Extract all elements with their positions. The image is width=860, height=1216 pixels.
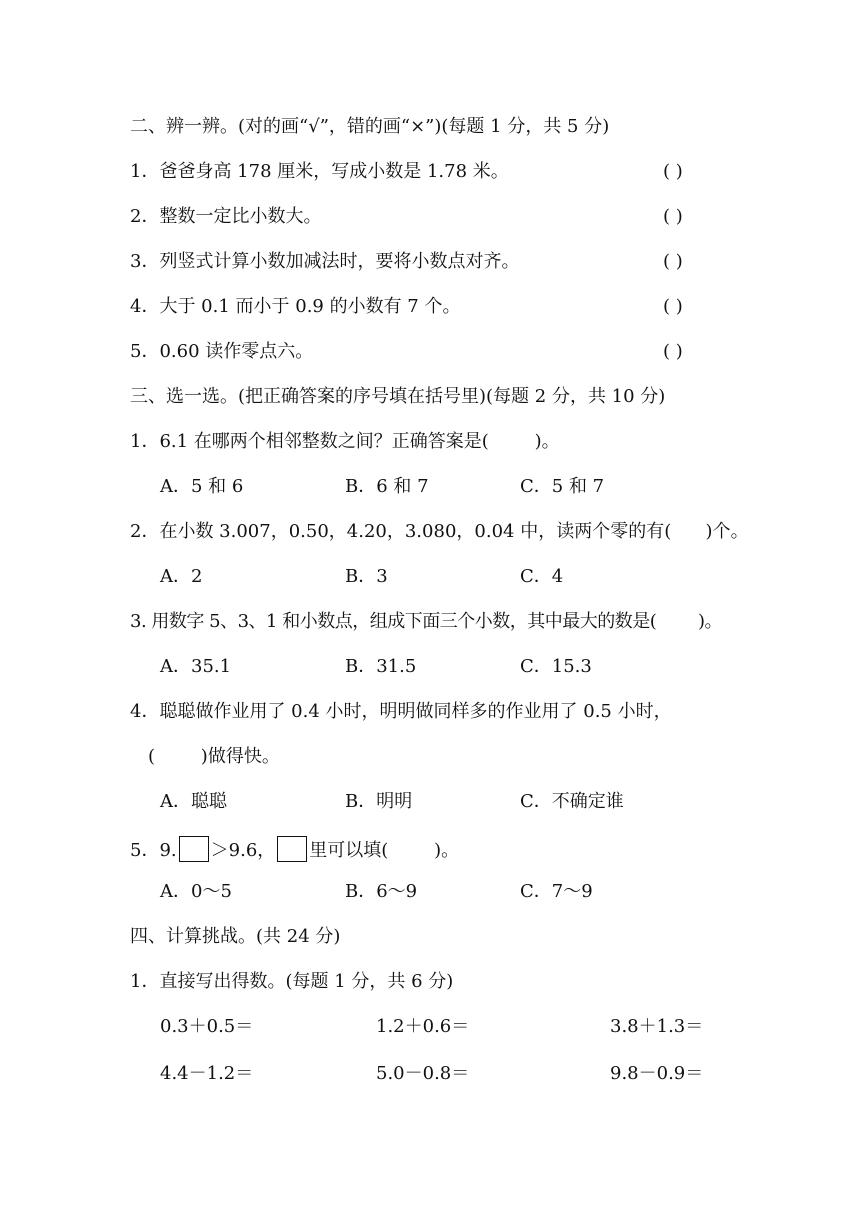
q5-option-a: A．0～5 <box>160 881 232 902</box>
q3-option-c: C．15.3 <box>520 656 592 677</box>
q5-option-c: C．7～9 <box>520 881 593 902</box>
choice-question-4-continued: ( )做得快。 <box>148 746 280 767</box>
q1-option-b: B．6 和 7 <box>345 476 429 497</box>
section-4-title: 四、计算挑战。(共 24 分) <box>130 926 341 947</box>
choice-question-5 <box>130 836 459 863</box>
q3-option-a: A．35.1 <box>160 656 232 677</box>
q2-option-b: B．3 <box>345 566 388 587</box>
judge-item-4: 4．大于 0.1 而小于 0.9 的小数有 7 个。 <box>130 296 461 317</box>
calc-item: 1.2＋0.6＝ <box>376 1016 470 1037</box>
choice-question-3: 3. 用数字 5、3、1 和小数点，组成下面三个小数，其中最大的数是( )。 <box>130 611 723 632</box>
calc-item: 4.4－1.2＝ <box>160 1063 254 1084</box>
q4-option-b: B．明明 <box>345 791 413 812</box>
judge-item-2: 2．整数一定比小数大。 <box>130 206 322 227</box>
calc-item: 3.8＋1.3＝ <box>610 1016 704 1037</box>
q4-option-c: C．不确定谁 <box>520 791 624 812</box>
q5-suffix: 里可以填( )。 <box>309 840 460 861</box>
answer-paren-1[interactable]: ( ) <box>663 161 683 182</box>
calc-item: 9.8－0.9＝ <box>610 1063 704 1084</box>
calc-item: 0.3＋0.5＝ <box>160 1016 254 1037</box>
judge-item-1: 1．爸爸身高 178 厘米，写成小数是 1.78 米。 <box>130 161 509 182</box>
choice-question-4: 4．聪聪做作业用了 0.4 小时，明明做同样多的作业用了 0.5 小时， <box>130 701 672 722</box>
q5-mid: ＞9.6， <box>210 840 276 861</box>
section-4-sub-1: 1．直接写出得数。(每题 1 分，共 6 分) <box>130 971 454 992</box>
answer-paren-4[interactable]: ( ) <box>663 296 683 317</box>
blank-box-1[interactable] <box>179 836 209 862</box>
q1-option-c: C．5 和 7 <box>520 476 605 497</box>
judge-item-3: 3．列竖式计算小数加减法时，要将小数点对齐。 <box>130 251 520 272</box>
section-3-title: 三、选一选。(把正确答案的序号填在括号里)(每题 2 分，共 10 分) <box>130 386 666 407</box>
q2-option-c: C．4 <box>520 566 564 587</box>
q3-option-b: B．31.5 <box>345 656 417 677</box>
answer-paren-5[interactable]: ( ) <box>663 341 683 362</box>
q2-option-a: A．2 <box>160 566 203 587</box>
answer-paren-2[interactable]: ( ) <box>663 206 683 227</box>
section-2-title: 二、辨一辨。(对的画“√”，错的画“×”)(每题 1 分，共 5 分) <box>130 116 610 137</box>
answer-paren-3[interactable]: ( ) <box>663 251 683 272</box>
q5-option-b: B．6～9 <box>345 881 418 902</box>
q5-prefix: 5．9. <box>130 840 177 861</box>
choice-question-1: 1．6.1 在哪两个相邻整数之间？正确答案是( )。 <box>130 431 560 452</box>
blank-box-2[interactable] <box>277 836 307 862</box>
judge-item-5: 5．0.60 读作零点六。 <box>130 341 314 362</box>
choice-question-2: 2．在小数 3.007，0.50，4.20，3.080，0.04 中，读两个零的有( )个。 <box>130 521 749 542</box>
calc-item: 5.0－0.8＝ <box>376 1063 470 1084</box>
q1-option-a: A．5 和 6 <box>160 476 244 497</box>
q4-option-a: A．聪聪 <box>160 791 227 812</box>
